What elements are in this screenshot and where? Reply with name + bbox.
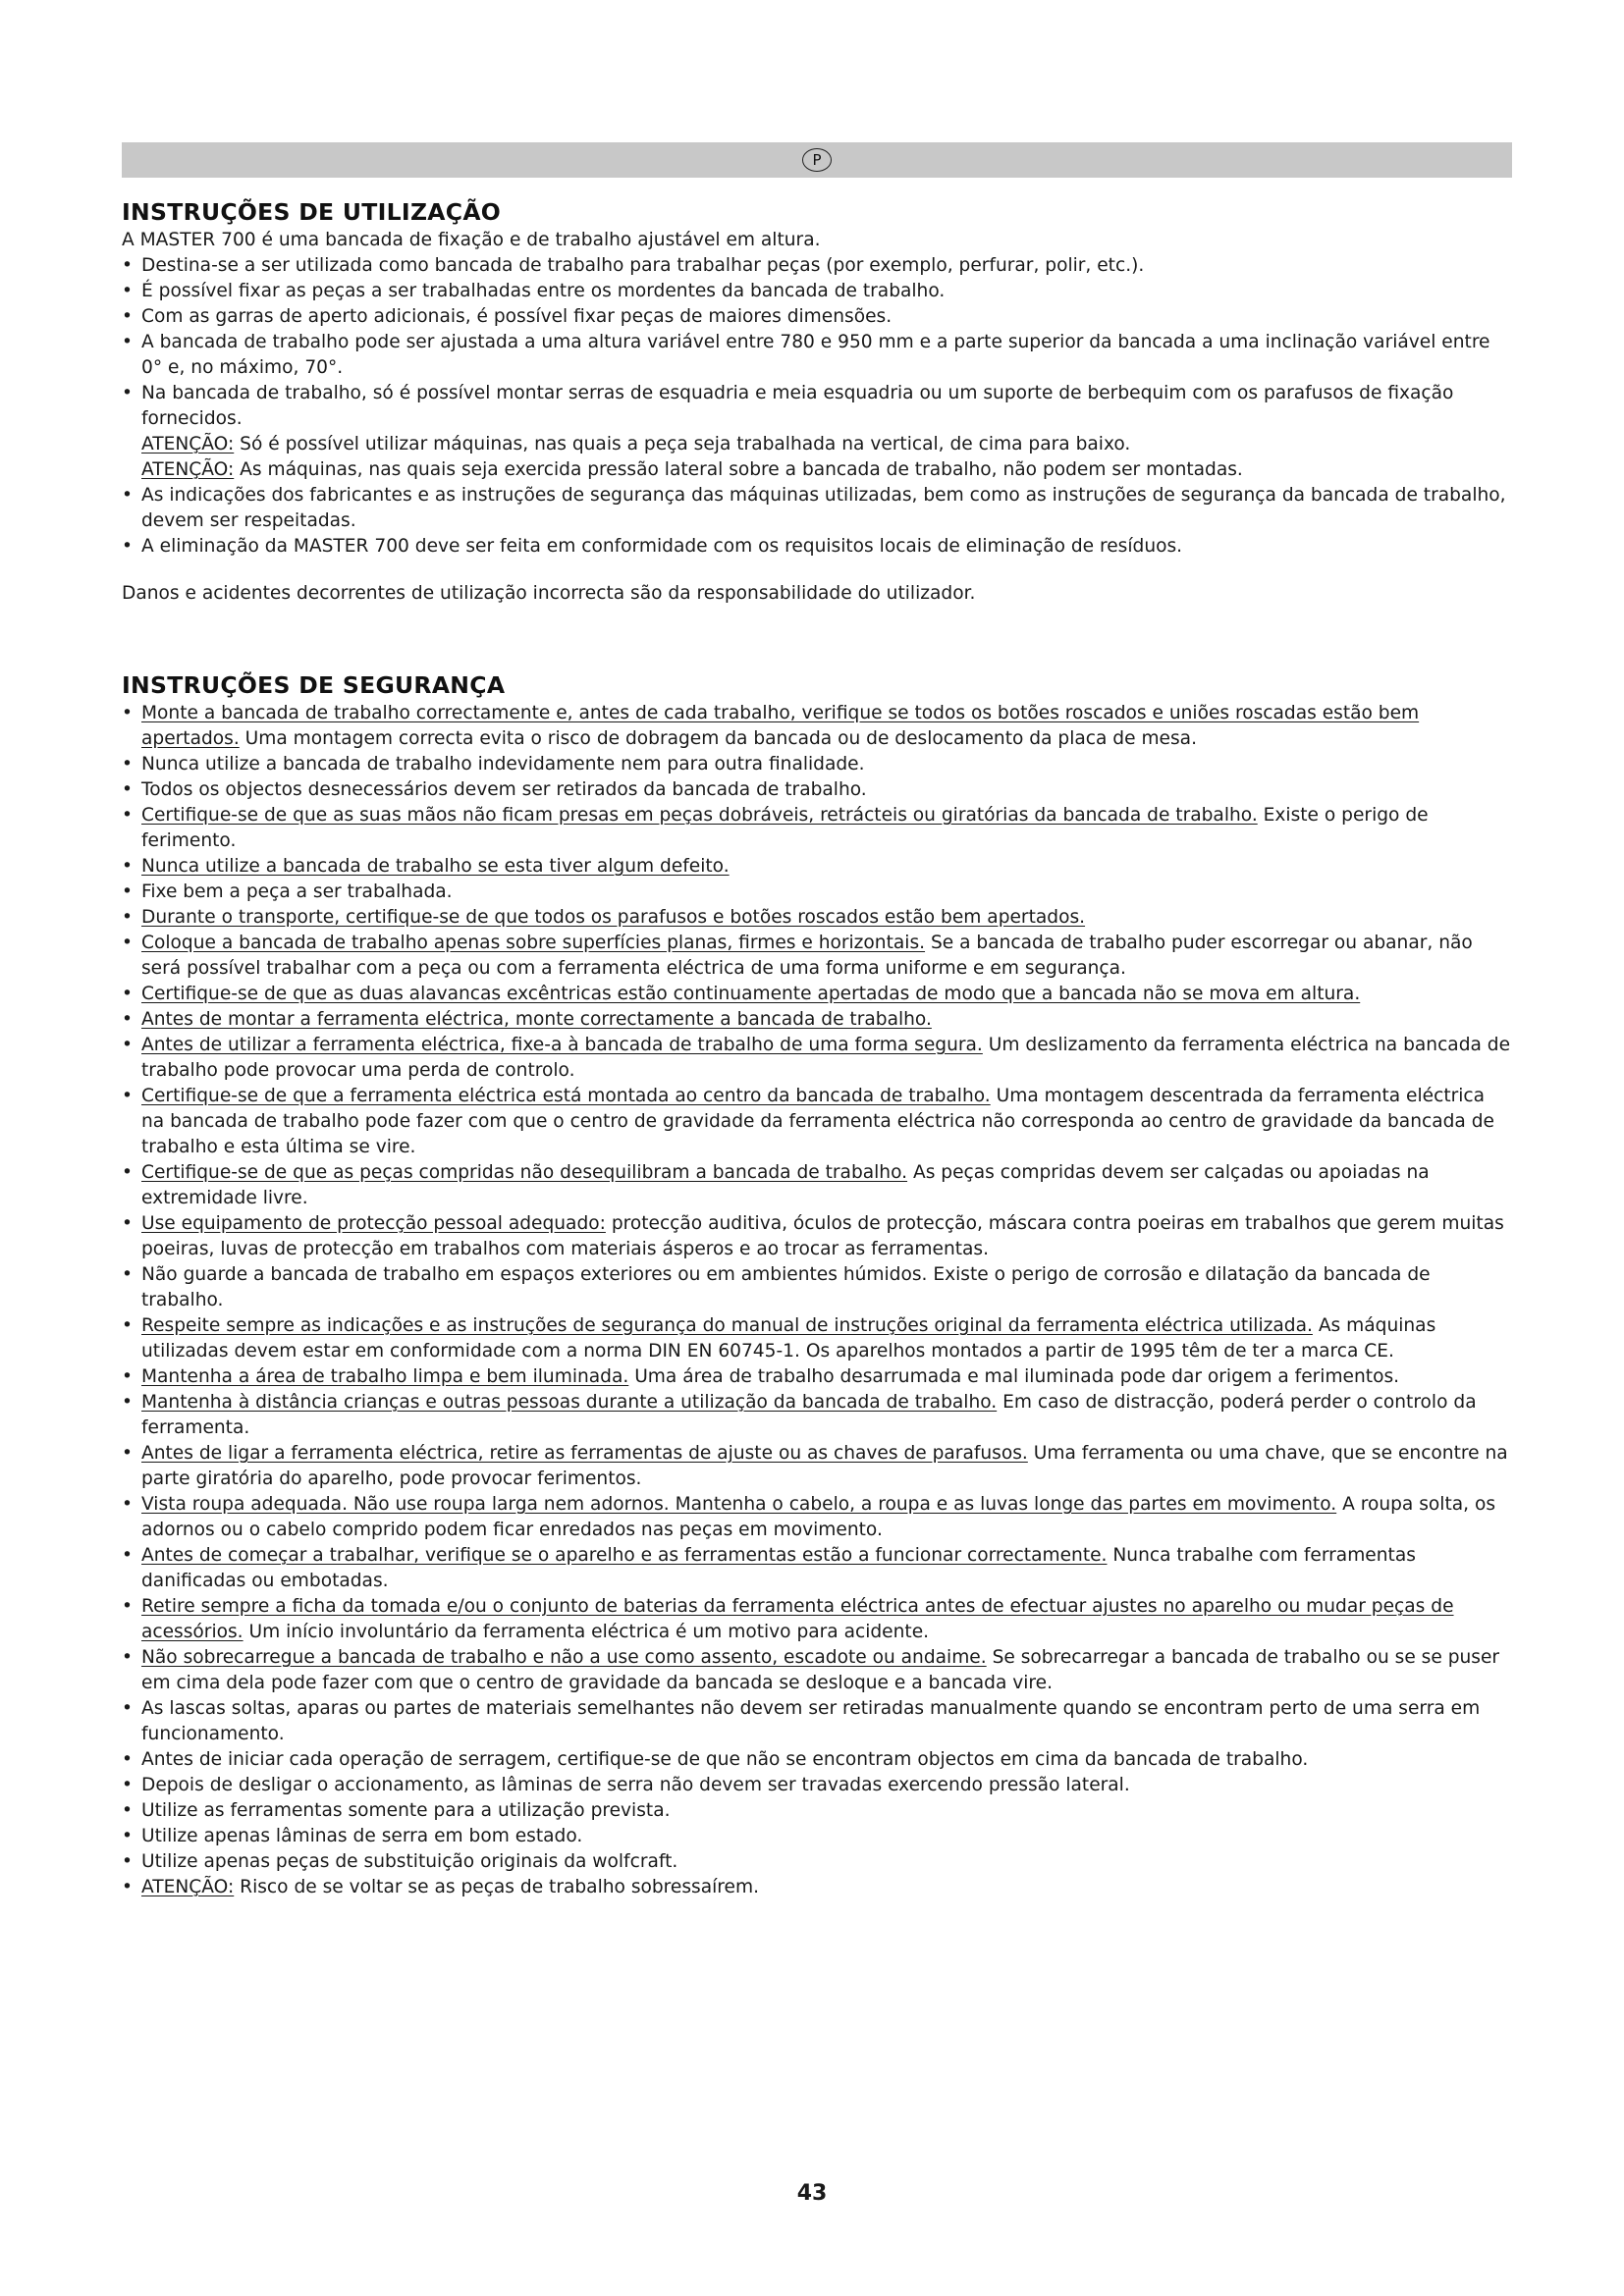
emphasized-instruction: Mantenha à distância crianças e outras pessoas durante a utilização da bancada de trabalho.	[141, 1392, 998, 1413]
item-text: As máquinas utilizadas devem estar em conformidade com a norma DIN EN 60745-1. Os aparelhos montados a partir de 1995 têm de ter a marca CE.	[141, 1315, 1436, 1362]
safety-section-title: INSTRUÇÕES DE SEGURANÇA	[122, 671, 506, 699]
item-text: protecção auditiva, óculos de protecção, máscara contra poeiras em trabalhos que gerem muitas poeiras, luvas de protecção em trabalhos com materiais ásperos e ao trocar as ferramentas.	[141, 1213, 1504, 1259]
item-text: Se a bancada de trabalho puder escorregar ou abanar, não será possível trabalhar com a peça ou com a ferramenta eléctrica de uma forma uniforme e em segurança.	[141, 933, 1473, 979]
emphasized-instruction: Antes de começar a trabalhar, verifique se o aparelho e as ferramentas estão a funcionar correctamente.	[141, 1545, 1108, 1566]
item-text: Fixe bem a peça a ser trabalhada.	[141, 881, 453, 902]
emphasized-instruction: Certifique-se de que as suas mãos não ficam presas em peças dobráveis, retrácteis ou giratórias da bancada de trabalho.	[141, 805, 1258, 826]
safety-list-item	[122, 854, 1512, 880]
item-text: Nunca utilize a bancada de trabalho indevidamente nem para outra finalidade.	[141, 754, 865, 774]
item-text: Risco de se voltar se as peças de trabalho sobressaírem.	[234, 1877, 759, 1897]
warning-label: ATENÇÃO:	[141, 434, 235, 454]
usage-warning-note	[122, 457, 1512, 483]
safety-list-item	[122, 1390, 1512, 1441]
safety-list-item	[122, 1849, 1512, 1875]
safety-list-item	[122, 752, 1512, 777]
item-text: É possível fixar as peças a ser trabalhadas entre os mordentes da bancada de trabalho.	[141, 281, 946, 301]
usage-list-item	[122, 534, 1512, 560]
item-text: Um deslizamento da ferramenta eléctrica na bancada de trabalho pode provocar uma perda de controlo.	[141, 1035, 1511, 1081]
usage-list	[122, 253, 1512, 560]
safety-list-item	[122, 1007, 1512, 1033]
item-text: Uma ferramenta ou uma chave, que se encontre na parte giratória do aparelho, pode provocar ferimentos.	[141, 1443, 1508, 1489]
safety-list-item	[122, 880, 1512, 905]
usage-list-item	[122, 483, 1512, 534]
safety-list-item	[122, 1364, 1512, 1390]
safety-list-item	[122, 982, 1512, 1007]
safety-list-item	[122, 1441, 1512, 1492]
emphasized-instruction: Certifique-se de que as peças compridas não desequilibram a bancada de trabalho.	[141, 1162, 908, 1183]
page-number: 43	[796, 2181, 828, 2206]
item-text: A eliminação da MASTER 700 deve ser feita em conformidade com os requisitos locais de eliminação de resíduos.	[141, 536, 1183, 557]
item-text: Depois de desligar o accionamento, as lâminas de serra não devem ser travadas exercendo pressão lateral.	[141, 1775, 1130, 1795]
safety-list-item	[122, 803, 1512, 854]
item-text: Se sobrecarregar a bancada de trabalho ou se se puser em cima dela pode fazer com que o centro de gravidade da bancada se desloque e a bancada vire.	[141, 1647, 1500, 1693]
emphasized-instruction: Nunca utilize a bancada de trabalho se esta tiver algum defeito.	[141, 856, 730, 877]
safety-list-item	[122, 1875, 1512, 1900]
emphasized-instruction: Certifique-se de que a ferramenta eléctrica está montada ao centro da bancada de trabalho.	[141, 1086, 991, 1106]
emphasized-instruction: ATENÇÃO:	[141, 1877, 235, 1897]
item-text: Uma área de trabalho desarrumada e mal iluminada pode dar origem a ferimentos.	[628, 1366, 1400, 1387]
item-text: As indicações dos fabricantes e as instruções de segurança das máquinas utilizadas, bem como as instruções de segurança da bancada de trabalho, devem ser respeitadas.	[141, 485, 1506, 531]
item-text: Nunca trabalhe com ferramentas danificadas ou embotadas.	[141, 1545, 1416, 1591]
safety-list-item	[122, 1824, 1512, 1849]
emphasized-instruction: Coloque a bancada de trabalho apenas sobre superfícies planas, firmes e horizontais.	[141, 933, 926, 953]
safety-list-item	[122, 1747, 1512, 1773]
item-text: Todos os objectos desnecessários devem ser retirados da bancada de trabalho.	[141, 779, 867, 800]
item-text: Um início involuntário da ferramenta eléctrica é um motivo para acidente.	[243, 1622, 930, 1642]
safety-list	[122, 701, 1512, 1900]
usage-section-title: INSTRUÇÕES DE UTILIZAÇÃO	[122, 198, 502, 226]
item-text: Uma montagem correcta evita o risco de dobragem da bancada ou de deslocamento da placa de mesa.	[239, 728, 1197, 749]
safety-list-item	[122, 905, 1512, 931]
safety-list-item	[122, 1696, 1512, 1747]
item-text: Na bancada de trabalho, só é possível montar serras de esquadria e meia esquadria ou um suporte de berbequim com os parafusos de fixação fornecidos.	[141, 383, 1454, 429]
safety-list-item	[122, 1594, 1512, 1645]
emphasized-instruction: Certifique-se de que as duas alavancas excêntricas estão continuamente apertadas de modo que a bancada não se mova em altura.	[141, 984, 1361, 1004]
emphasized-instruction: Vista roupa adequada. Não use roupa larga nem adornos. Mantenha o cabelo, a roupa e as luvas longe das partes em movimento.	[141, 1494, 1337, 1515]
warning-label: ATENÇÃO:	[141, 459, 235, 480]
item-text: Utilize as ferramentas somente para a utilização prevista.	[141, 1800, 671, 1821]
safety-list-item	[122, 931, 1512, 982]
item-text: As peças compridas devem ser calçadas ou apoiadas na extremidade livre.	[141, 1162, 1430, 1208]
item-text: Em caso de distracção, poderá perder o controlo da ferramenta.	[141, 1392, 1477, 1438]
safety-list-item	[122, 701, 1512, 752]
item-text: Destina-se a ser utilizada como bancada de trabalho para trabalhar peças (por exemplo, perfurar, polir, etc.).	[141, 255, 1145, 276]
safety-list-item	[122, 1211, 1512, 1262]
safety-list-item	[122, 1492, 1512, 1543]
emphasized-instruction: Antes de utilizar a ferramenta eléctrica, fixe-a à bancada de trabalho de uma forma segura.	[141, 1035, 983, 1055]
item-text: Antes de iniciar cada operação de serragem, certifique-se de que não se encontram objectos em cima da bancada de trabalho.	[141, 1749, 1309, 1770]
safety-list-item	[122, 1313, 1512, 1364]
item-text: As máquinas, nas quais seja exercida pressão lateral sobre a bancada de trabalho, não podem ser montadas.	[234, 459, 1243, 480]
item-text: Não guarde a bancada de trabalho em espaços exteriores ou em ambientes húmidos. Existe o perigo de corrosão e dilatação da bancada de trabalho.	[141, 1264, 1431, 1310]
safety-list-item	[122, 1645, 1512, 1696]
usage-list-item	[122, 253, 1512, 279]
safety-list-item	[122, 1798, 1512, 1824]
usage-list-item	[122, 381, 1512, 432]
emphasized-instruction: Retire sempre a ficha da tomada e/ou o conjunto de baterias da ferramenta eléctrica antes de efectuar ajustes no aparelho ou mudar peças de acessórios.	[141, 1596, 1454, 1642]
safety-list-item	[122, 1160, 1512, 1211]
emphasized-instruction: Monte a bancada de trabalho correctamente e, antes de cada trabalho, verifique se todos os botões roscados e uniões roscadas estão bem apertados.	[141, 703, 1420, 749]
usage-intro: A MASTER 700 é uma bancada de fixação e de trabalho ajustável em altura.	[122, 230, 821, 250]
emphasized-instruction: Use equipamento de protecção pessoal adequado:	[141, 1213, 606, 1234]
usage-list-item	[122, 330, 1512, 381]
usage-warning-note	[122, 432, 1512, 457]
item-text: Com as garras de aperto adicionais, é possível fixar peças de maiores dimensões.	[141, 306, 893, 327]
safety-list-item	[122, 1262, 1512, 1313]
emphasized-instruction: Mantenha a área de trabalho limpa e bem iluminada.	[141, 1366, 629, 1387]
language-header-bar	[122, 142, 1512, 178]
safety-list-item	[122, 1543, 1512, 1594]
language-code-badge: P	[802, 148, 832, 172]
item-text: Uma montagem descentrada da ferramenta eléctrica na bancada de trabalho pode fazer com que o centro de gravidade da ferramenta eléctrica não corresponda ao centro de gravidade da bancada de trabalho e esta última se vire.	[141, 1086, 1494, 1157]
document-body	[122, 196, 1512, 1900]
item-text: A bancada de trabalho pode ser ajustada a uma altura variável entre 780 e 950 mm e a parte superior da bancada a uma inclinação variável entre 0° e, no máximo, 70°.	[141, 332, 1490, 378]
safety-list-item	[122, 1084, 1512, 1160]
item-text: Só é possível utilizar máquinas, nas quais a peça seja trabalhada na vertical, de cima para baixo.	[234, 434, 1131, 454]
item-text: As lascas soltas, aparas ou partes de materiais semelhantes não devem ser retiradas manualmente quando se encontram perto de uma serra em funcionamento.	[141, 1698, 1481, 1744]
usage-list-item	[122, 279, 1512, 304]
emphasized-instruction: Respeite sempre as indicações e as instruções de segurança do manual de instruções original da ferramenta eléctrica utilizada.	[141, 1315, 1313, 1336]
safety-list-item	[122, 777, 1512, 803]
item-text: Utilize apenas peças de substituição originais da wolfcraft.	[141, 1851, 678, 1872]
item-text: A roupa solta, os adornos ou o cabelo comprido podem ficar enredados nas peças em movimento.	[141, 1494, 1496, 1540]
emphasized-instruction: Antes de ligar a ferramenta eléctrica, retire as ferramentas de ajuste ou as chaves de parafusos.	[141, 1443, 1028, 1464]
emphasized-instruction: Durante o transporte, certifique-se de que todos os parafusos e botões roscados estão bem apertados.	[141, 907, 1086, 928]
safety-list-item	[122, 1773, 1512, 1798]
emphasized-instruction: Antes de montar a ferramenta eléctrica, monte correctamente a bancada de trabalho.	[141, 1009, 932, 1030]
usage-list-item	[122, 304, 1512, 330]
emphasized-instruction: Não sobrecarregue a bancada de trabalho e não a use como assento, escadote ou andaime.	[141, 1647, 987, 1668]
item-text: Existe o perigo de ferimento.	[141, 805, 1429, 851]
safety-list-item	[122, 1033, 1512, 1084]
usage-closing-note: Danos e acidentes decorrentes de utilização incorrecta são da responsabilidade do utilizador.	[122, 583, 976, 604]
item-text: Utilize apenas lâminas de serra em bom estado.	[141, 1826, 583, 1846]
